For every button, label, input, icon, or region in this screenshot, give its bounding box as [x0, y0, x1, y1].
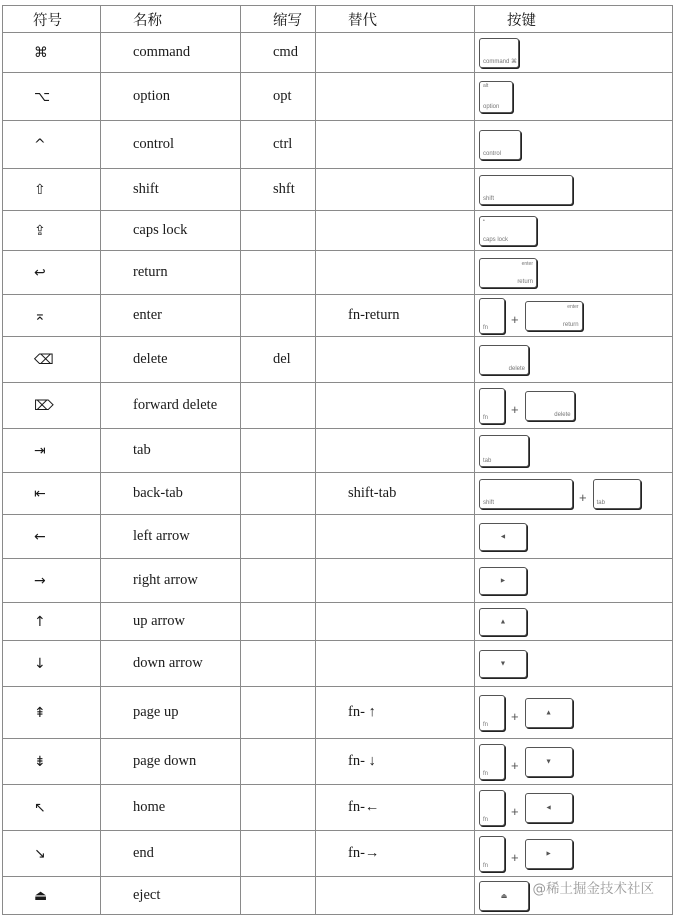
key-alternative	[316, 559, 475, 603]
keycap-cell	[475, 251, 673, 295]
keycap-cell	[475, 603, 673, 641]
eject-keycap	[479, 881, 529, 911]
key-alternative: fn-→	[316, 831, 475, 877]
key-alternative	[316, 337, 475, 383]
shift-symbol-icon: ⇧	[3, 169, 101, 211]
keycap-arrow: ⏏	[500, 892, 508, 900]
header-row	[3, 6, 673, 33]
keycap-cell	[475, 785, 673, 831]
key-abbreviation	[241, 603, 316, 641]
key-alternative: fn- ↓	[316, 739, 475, 785]
key-name: forward delete	[101, 383, 241, 429]
keycap-arrow: ▼	[499, 660, 507, 667]
return-keycap	[479, 258, 537, 288]
key-abbreviation	[241, 877, 316, 915]
keycap-group	[479, 744, 672, 780]
key-name: tab	[101, 429, 241, 473]
back-tab-symbol-icon: ⇤	[3, 473, 101, 515]
key-name: enter	[101, 295, 241, 337]
key-alternative	[316, 429, 475, 473]
return-symbol-icon: ↩	[3, 251, 101, 295]
eject-symbol-icon: ⏏	[3, 877, 101, 915]
key-abbreviation	[241, 785, 316, 831]
keycap-label: fn	[483, 862, 489, 869]
left-arrow-keycap	[525, 793, 573, 823]
key-abbreviation	[241, 211, 316, 251]
keycap-top-label: •	[483, 217, 485, 224]
keycap-cell	[475, 641, 673, 687]
table-row-tab	[3, 429, 673, 473]
key-name: back-tab	[101, 473, 241, 515]
keycap-label: fn	[483, 324, 489, 331]
keycap-label: control	[483, 150, 502, 157]
key-alternative	[316, 33, 475, 73]
right-arrow-keycap	[525, 839, 573, 869]
keycap-label: tab	[596, 499, 605, 506]
left-arrow-symbol-icon: ←	[3, 515, 101, 559]
key-abbreviation: cmd	[241, 33, 316, 73]
key-alternative	[316, 515, 475, 559]
tab-symbol-icon: ⇥	[3, 429, 101, 473]
table-row-right-arrow	[3, 559, 673, 603]
key-name: page up	[101, 687, 241, 739]
key-name: up arrow	[101, 603, 241, 641]
keycap-label: fn	[483, 816, 489, 823]
keycap-group	[479, 298, 672, 334]
down-arrow-keycap	[525, 747, 573, 777]
key-abbreviation	[241, 473, 316, 515]
key-alternative	[316, 73, 475, 121]
key-abbreviation	[241, 295, 316, 337]
keycap-group	[479, 650, 672, 678]
key-name: home	[101, 785, 241, 831]
key-abbreviation	[241, 515, 316, 559]
fn-keycap	[479, 836, 505, 872]
key-name: left arrow	[101, 515, 241, 559]
header-name: 名称	[101, 6, 241, 33]
key-abbreviation	[241, 739, 316, 785]
command-symbol-icon: ⌘	[3, 33, 101, 73]
shortcut-table	[2, 5, 673, 915]
table-row-command	[3, 33, 673, 73]
table-row-shift	[3, 169, 673, 211]
up-arrow-keycap	[479, 608, 527, 636]
delete-symbol-icon: ⌫	[3, 337, 101, 383]
table-row-enter	[3, 295, 673, 337]
keycap-cell	[475, 429, 673, 473]
keycap-cell	[475, 515, 673, 559]
table-row-down-arrow	[3, 641, 673, 687]
plus-sign: +	[511, 804, 519, 819]
keycap-cell	[475, 295, 673, 337]
table-row-caps-lock	[3, 211, 673, 251]
keycap-label: shift	[483, 195, 495, 202]
table-row-delete	[3, 337, 673, 383]
fn-keycap	[479, 744, 505, 780]
keycap-arrow: ►	[545, 850, 553, 857]
keycap-label: shift	[483, 499, 495, 506]
control-symbol-icon: ^	[3, 121, 101, 169]
key-abbreviation: del	[241, 337, 316, 383]
fn-keycap	[479, 790, 505, 826]
key-abbreviation: opt	[241, 73, 316, 121]
key-abbreviation	[241, 383, 316, 429]
option-keycap	[479, 81, 513, 113]
watermark: @稀土掘金技术社区	[532, 881, 654, 897]
table-row-up-arrow	[3, 603, 673, 641]
key-alternative: fn-←	[316, 785, 475, 831]
keycap-arrow: ►	[499, 577, 507, 584]
key-name: option	[101, 73, 241, 121]
plus-sign: +	[511, 312, 519, 327]
key-abbreviation	[241, 831, 316, 877]
enter-keycap	[525, 301, 583, 331]
table-row-control	[3, 121, 673, 169]
keycap-cell	[475, 383, 673, 429]
left-arrow-keycap	[479, 523, 527, 551]
keycap-cell	[475, 687, 673, 739]
keycap-label: tab	[483, 457, 492, 464]
keycap-top-label: enter	[521, 260, 533, 267]
up-arrow-symbol-icon: ↑	[3, 603, 101, 641]
keycap-cell	[475, 211, 673, 251]
keycap-label: option	[483, 103, 500, 110]
table-row-back-tab	[3, 473, 673, 515]
key-abbreviation	[241, 559, 316, 603]
key-name: end	[101, 831, 241, 877]
keycap-group	[479, 695, 672, 731]
keycap-group	[479, 216, 672, 246]
plus-sign: +	[511, 402, 519, 417]
caps-lock-symbol-icon: ⇪	[3, 211, 101, 251]
key-name: delete	[101, 337, 241, 383]
keycap-label: delete	[508, 365, 525, 372]
keycap-group	[479, 567, 672, 595]
tab-keycap	[593, 479, 641, 509]
key-name: command	[101, 33, 241, 73]
key-abbreviation	[241, 687, 316, 739]
keycap-group	[479, 608, 672, 636]
plus-sign: +	[511, 758, 519, 773]
key-alternative	[316, 641, 475, 687]
keycap-cell	[475, 121, 673, 169]
plus-sign: +	[511, 850, 519, 865]
key-name: shift	[101, 169, 241, 211]
keycap-label: caps lock	[483, 236, 509, 243]
keycap-label: fn	[483, 414, 489, 421]
fn-keycap	[479, 298, 505, 334]
keycap-group	[479, 81, 672, 113]
key-alternative	[316, 251, 475, 295]
tab-keycap	[479, 435, 529, 467]
caps-lock-keycap	[479, 216, 537, 246]
fn-keycap	[479, 388, 505, 424]
keycap-group	[479, 130, 672, 160]
keycap-label: delete	[554, 411, 571, 418]
page-up-symbol-icon: ⇞	[3, 687, 101, 739]
key-name: right arrow	[101, 559, 241, 603]
keycap-arrow: ◄	[499, 533, 507, 540]
keycap-arrow: ▼	[545, 758, 553, 765]
table-row-page-up	[3, 687, 673, 739]
key-abbreviation: ctrl	[241, 121, 316, 169]
key-name: down arrow	[101, 641, 241, 687]
plus-sign: +	[579, 490, 587, 505]
right-arrow-symbol-icon: →	[3, 559, 101, 603]
header-keys: 按键	[475, 6, 673, 33]
fn-keycap	[479, 695, 505, 731]
key-abbreviation	[241, 641, 316, 687]
home-symbol-icon: ↖	[3, 785, 101, 831]
table-row-end	[3, 831, 673, 877]
up-arrow-keycap	[525, 698, 573, 728]
table-row-option	[3, 73, 673, 121]
key-alternative: fn- ↑	[316, 687, 475, 739]
key-alternative: shift-tab	[316, 473, 475, 515]
keycap-group	[479, 836, 672, 872]
keycap-label: command ⌘	[483, 58, 518, 65]
keycap-group	[479, 345, 672, 375]
keycap-cell	[475, 169, 673, 211]
key-name: caps lock	[101, 211, 241, 251]
keycap-group	[479, 790, 672, 826]
key-name: control	[101, 121, 241, 169]
keycap-label: return	[517, 278, 533, 285]
key-abbreviation	[241, 429, 316, 473]
key-alternative: fn-return	[316, 295, 475, 337]
keycap-cell	[475, 559, 673, 603]
key-alternative	[316, 603, 475, 641]
keycap-cell	[475, 33, 673, 73]
keycap-top-label: enter	[567, 303, 579, 310]
header-alt: 替代	[316, 6, 475, 33]
keycap-arrow: ◄	[545, 804, 553, 811]
right-arrow-keycap	[479, 567, 527, 595]
table-row-page-down	[3, 739, 673, 785]
key-name: eject	[101, 877, 241, 915]
table-row-left-arrow	[3, 515, 673, 559]
control-keycap	[479, 130, 521, 160]
shift-keycap	[479, 479, 573, 509]
option-symbol-icon: ⌥	[3, 73, 101, 121]
key-name: page down	[101, 739, 241, 785]
header-symbol: 符号	[3, 6, 101, 33]
keycap-label: fn	[483, 770, 489, 777]
keycap-group	[479, 258, 672, 288]
keycap-label: fn	[483, 721, 489, 728]
down-arrow-symbol-icon: ↓	[3, 641, 101, 687]
keycap-group	[479, 479, 672, 509]
key-alternative	[316, 169, 475, 211]
down-arrow-keycap	[479, 650, 527, 678]
keycap-group	[479, 388, 672, 424]
keycap-cell	[475, 739, 673, 785]
key-alternative	[316, 383, 475, 429]
key-abbreviation	[241, 251, 316, 295]
keycap-group	[479, 38, 672, 68]
delete-keycap	[479, 345, 529, 375]
forward-delete-symbol-icon: ⌦	[3, 383, 101, 429]
delete-keycap	[525, 391, 575, 421]
key-abbreviation: shft	[241, 169, 316, 211]
keycap-arrow: ▲	[499, 618, 507, 625]
table-row-return	[3, 251, 673, 295]
table-row-forward-delete	[3, 383, 673, 429]
end-symbol-icon: ↘	[3, 831, 101, 877]
key-alternative	[316, 877, 475, 915]
page-down-symbol-icon: ⇟	[3, 739, 101, 785]
keycap-group	[479, 435, 672, 467]
enter-symbol-icon: ⌅	[3, 295, 101, 337]
key-alternative	[316, 211, 475, 251]
keycap-group	[479, 523, 672, 551]
shift-keycap	[479, 175, 573, 205]
key-name: return	[101, 251, 241, 295]
keycap-cell	[475, 831, 673, 877]
keycap-top-label: alt	[483, 82, 489, 89]
keycap-cell	[475, 473, 673, 515]
command-keycap	[479, 38, 519, 68]
plus-sign: +	[511, 709, 519, 724]
keycap-label: return	[562, 321, 579, 328]
keycap-arrow: ▲	[545, 709, 553, 716]
keycap-group	[479, 175, 672, 205]
header-abbr: 缩写	[241, 6, 316, 33]
table-row-home	[3, 785, 673, 831]
keycap-cell	[475, 73, 673, 121]
keycap-cell	[475, 337, 673, 383]
key-alternative	[316, 121, 475, 169]
